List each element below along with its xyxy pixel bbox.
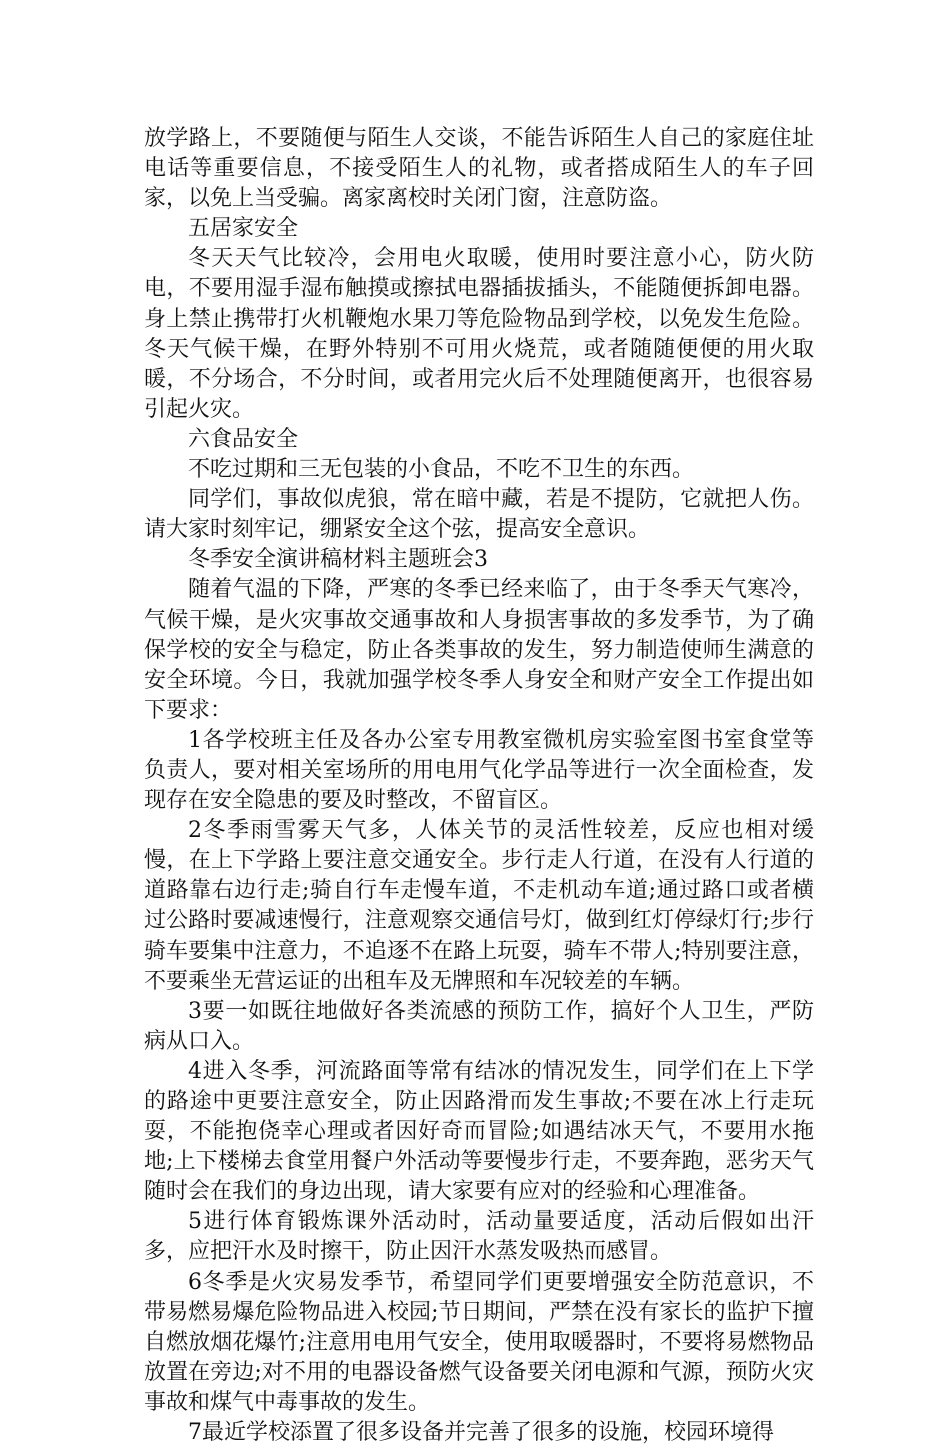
list-item: 2冬季雨雪雾天气多，人体关节的灵活性较差，反应也相对缓慢，在上下学路上要注意交通安全。步行走人行道，在没有人行道的道路靠右边行走;骑自行车走慢车道，不走机动车道;通过路口或者横过公路时要减速慢行，注意观察交通信号灯，做到红灯停绿灯行;步行骑车要集中注意力，不追逐不在路上玩耍，骑车不带人;特别要注意，不要乘坐无营运证的出租车及无牌照和车况较差的车辆。 [144, 818, 814, 994]
section-heading: 五居家安全 [188, 216, 299, 242]
list-item: 4进入冬季，河流路面等常有结冰的情况发生，同学们在上下学的路途中更要注意安全，防止因路滑而发生事故;不要在冰上行走玩耍，不能抱侥幸心理或者因好奇而冒险;如遇结冰天气，不要用水拖地;上下楼梯去食堂用餐户外活动等要慢步行走，不要奔跑，恶劣天气随时会在我们的身边出现，请大家要有应对的经验和心理准备。 [144, 1058, 814, 1205]
paragraph: 冬天天气比较冷，会用电火取暖，使用时要注意小心，防火防电，不要用湿手湿布触摸或擦拭电器插拔插头，不能随便拆卸电器。身上禁止携带打火机鞭炮水果刀等危险物品到学校，以免发生危险。冬天气候干燥，在野外特别不可用火烧荒，或者随随便便的用火取暖，不分场合，不分时间，或者用完火后不处理随便离开，也很容易引起火灾。 [144, 246, 814, 422]
list-item: 3要一如既往地做好各类流感的预防工作，搞好个人卫生，严防病从口入。 [144, 998, 814, 1054]
section-heading: 冬季安全演讲稿材料主题班会3 [188, 547, 488, 573]
paragraph: 不吃过期和三无包装的小食品，不吃不卫生的东西。 [188, 457, 695, 483]
section-heading: 六食品安全 [188, 426, 299, 452]
list-item: 7最近学校添置了很多设备并完善了很多的设施，校园环境得 [188, 1420, 774, 1446]
paragraph: 随着气温的下降，严寒的冬季已经来临了，由于冬季天气寒冷，气候干燥，是火灾事故交通事故和人身损害事故的多发季节，为了确保学校的安全与稳定，防止各类事故的发生，努力制造使师生满意的安全环境。今日，我就加强学校冬季人身安全和财产安全工作提出如下要求： [144, 577, 814, 723]
list-item: 1各学校班主任及各办公室专用教室微机房实验室图书室食堂等负责人，要对相关室场所的用电用气化学品等进行一次全面检查，发现存在安全隐患的要及时整改，不留盲区。 [144, 727, 814, 814]
list-item: 5进行体育锻炼课外活动时，活动量要适度，活动后假如出汗多，应把汗水及时擦干，防止因汗水蒸发吸热而感冒。 [144, 1209, 814, 1265]
paragraph: 同学们，事故似虎狼，常在暗中藏，若是不提防，它就把人伤。请大家时刻牢记，绷紧安全这个弦，提高安全意识。 [144, 487, 814, 543]
list-item: 6冬季是火灾易发季节，希望同学们更要增强安全防范意识，不带易燃易爆危险物品进入校园;节日期间，严禁在没有家长的监护下擅自燃放烟花爆竹;注意用电用气安全，使用取暖器时，不要将易燃物品放置在旁边;对不用的电器设备燃气设备要关闭电源和气源，预防火灾事故和煤气中毒事故的发生。 [144, 1269, 814, 1415]
document-body [144, 124, 814, 1448]
paragraph: 放学路上，不要随便与陌生人交谈，不能告诉陌生人自己的家庭住址电话等重要信息，不接受陌生人的礼物，或者搭成陌生人的车子回家，以免上当受骗。离家离校时关闭门窗，注意防盗。 [144, 126, 814, 212]
